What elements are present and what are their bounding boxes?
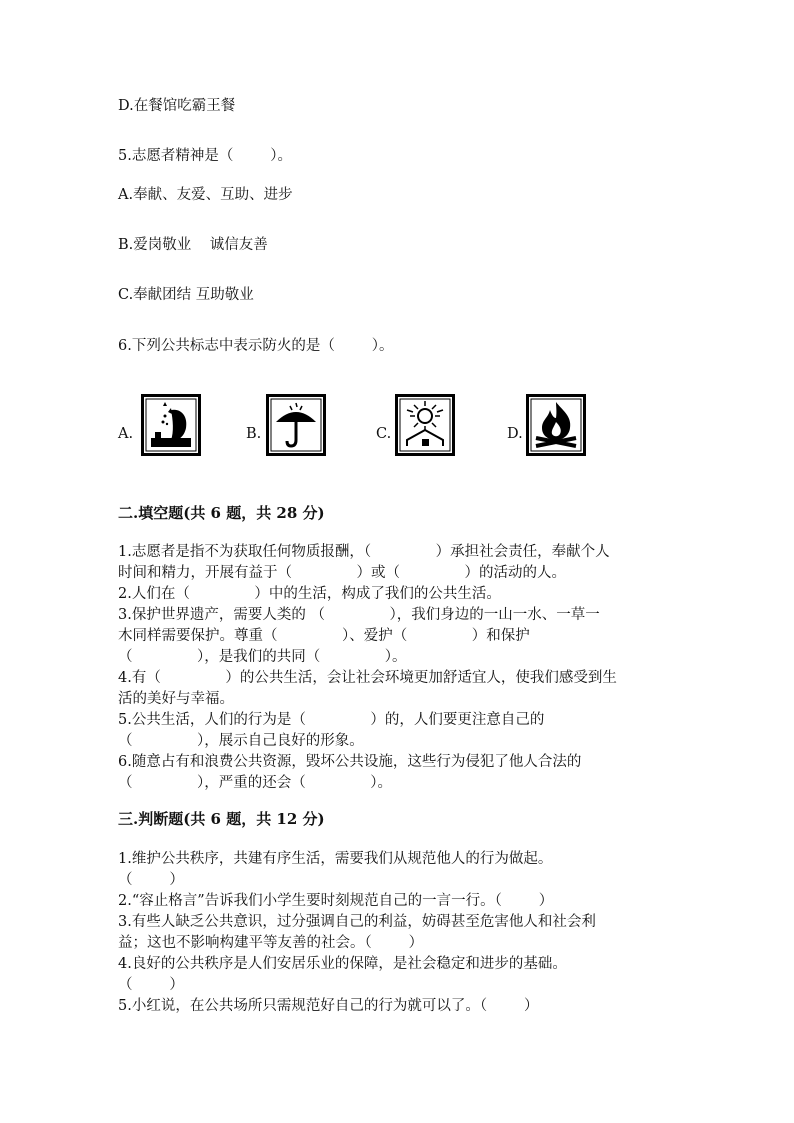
q6-option-d-label: D. (507, 426, 523, 442)
judge-line: （ ） (118, 977, 184, 993)
fill-line: 5.公共生活，人们的行为是（ ）的，人们要更注意自己的 (118, 712, 545, 728)
fill-line: 1.志愿者是指不为获取任何物质报酬，（ ）承担社会责任，奉献个人 (118, 544, 610, 560)
q5-option-c: C.奉献团结 互助敬业 (118, 287, 254, 303)
keep-dry-umbrella-icon (266, 394, 326, 456)
fill-line: （ ），严重的还会（ ）。 (118, 775, 393, 791)
judge-line: 益；这也不影响构建平等友善的社会。（ ） (118, 935, 424, 951)
fill-line: 时间和精力，开展有益于（ ）或（ ）的活动的人。 (118, 565, 567, 581)
q6-option-b-label: B. (246, 426, 262, 442)
fragile-item-icon (141, 394, 201, 456)
section3-heading: 三.判断题(共 6 题，共 12 分) (118, 810, 325, 828)
judge-line: 2.“容止格言”告诉我们小学生要时刻规范自己的一言一行。（ ） (118, 893, 554, 909)
fill-line: 木同样需要保护。尊重（ ）、爱护（ ）和保护 (118, 628, 530, 644)
fire-icon (526, 394, 586, 456)
q4-option-d: D.在餐馆吃霸王餐 (118, 98, 236, 114)
fill-line: 4.有（ ）的公共生活，会让社会环境更加舒适宜人，使我们感受到生 (118, 670, 617, 686)
section2-heading: 二.填空题(共 6 题，共 28 分) (118, 504, 325, 522)
q6-option-c-label: C. (376, 426, 392, 442)
keep-away-from-sunlight-icon (395, 394, 455, 456)
fill-line: （ ），展示自己良好的形象。 (118, 733, 364, 749)
q6-stem: 6.下列公共标志中表示防火的是（ ）。 (118, 338, 394, 354)
q5-option-b: B.爱岗敬业 诚信友善 (118, 237, 268, 253)
judge-line: 4.良好的公共秩序是人们安居乐业的保障，是社会稳定和进步的基础。 (118, 956, 567, 972)
judge-line: （ ） (118, 872, 184, 888)
fill-line: 6.随意占有和浪费公共资源，毁坏公共设施，这些行为侵犯了他人合法的 (118, 754, 582, 770)
judge-line: 3.有些人缺乏公共意识，过分强调自己的利益，妨碍甚至危害他人和社会利 (118, 914, 596, 930)
fill-line: 活的美好与幸福。 (118, 691, 234, 707)
fill-line: 2.人们在（ ）中的生活，构成了我们的公共生活。 (118, 586, 501, 602)
judge-line: 5.小红说，在公共场所只需规范好自己的行为就可以了。（ ） (118, 998, 539, 1014)
q6-option-a-label: A. (118, 426, 134, 442)
judge-line: 1.维护公共秩序，共建有序生活，需要我们从规范他人的行为做起。 (118, 851, 553, 867)
q5-option-a: A.奉献、友爱、互助、进步 (118, 187, 293, 203)
fill-line: 3.保护世界遗产，需要人类的 （ ），我们身边的一山一水、一草一 (118, 607, 600, 623)
fill-line: （ ），是我们的共同（ ）。 (118, 649, 407, 665)
q5-stem: 5.志愿者精神是（ ）。 (118, 148, 292, 164)
